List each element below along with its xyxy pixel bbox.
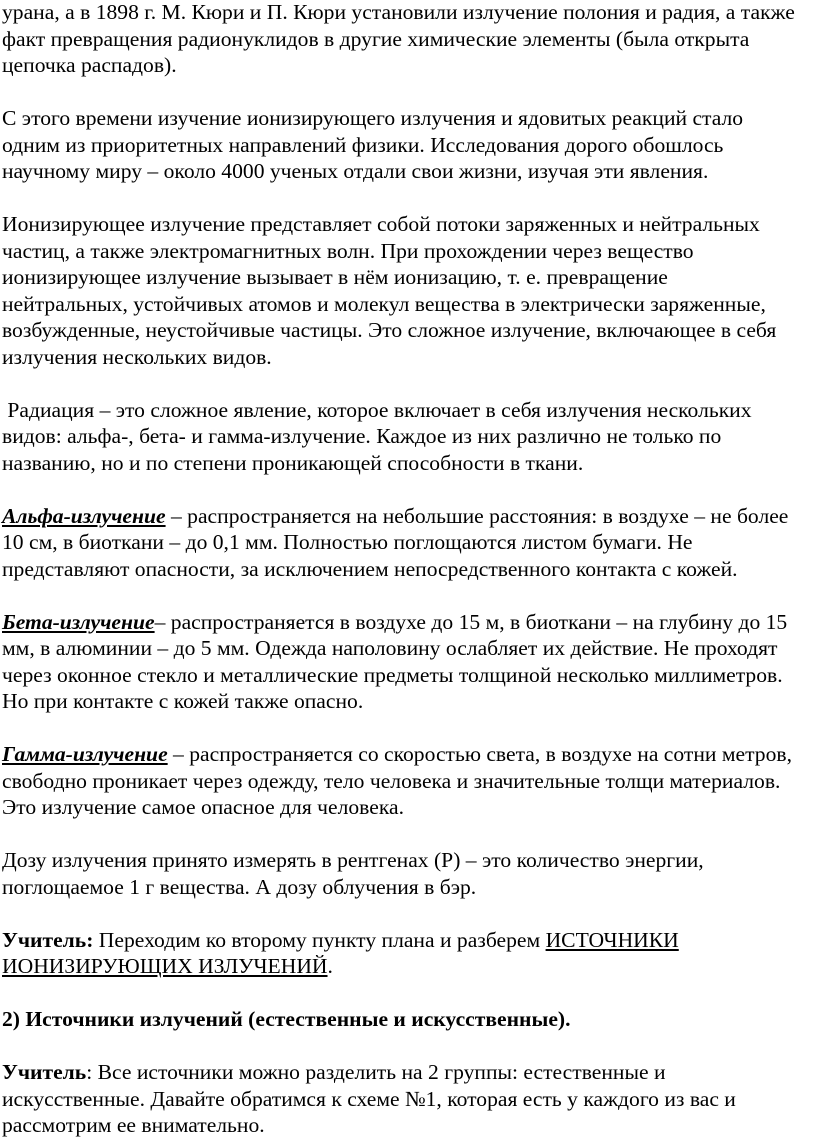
- paragraph-history: С этого времени изучение ионизирующего излучения и ядовитых реакций стало одним из приоритетных направлений физики. Исследования дорого обошлось научному миру – около 4000 ученых отдали свои жизни, изучая эти явления.: [2, 106, 744, 183]
- paragraph-radiation-types: Радиация – это сложное явление, которое включает в себя излучения нескольких видов: альфа-, бета- и гамма-излучение. Каждое из них различно не только по названию, но и по степени проникающей способности в ткани.: [2, 397, 757, 475]
- beta-term: Бета-излучение: [2, 609, 155, 634]
- paragraph-alpha: [2, 503, 798, 583]
- section-heading-sources: 2) Источники излучений (естественные и искусственные).: [2, 1007, 571, 1031]
- teacher-end: .: [327, 954, 333, 978]
- gamma-text: – распространяется со скоростью света, в воздухе на сотни метров, свободно проникает через одежду, тело человека и значительные толщи материалов. Это излучение самое опасное для человека.: [2, 742, 792, 819]
- paragraph-beta: [2, 609, 798, 715]
- paragraph-curie: урана, а в 1898 г. М. Кюри и П. Кюри установили излучение полония и радия, а также факт превращения радионуклидов в другие химические элементы (была открыта цепочка распадов).: [2, 0, 795, 77]
- beta-text: – распространяется в воздухе до 15 м, в биоткани – на глубину до 15 мм, в алюминии – до 5 мм. Одежда наполовину ослабляет их действие. Не проходят через оконное стекло и металлические предметы толщиной несколько миллиметров. Но при контакте с кожей также опасно.: [2, 609, 788, 713]
- alpha-term: Альфа-излучение: [2, 503, 166, 528]
- paragraph-dose: Дозу излучения принято измерять в рентгенах (Р) – это количество энергии, поглощаемое 1 г вещества. А дозу облучения в бэр.: [2, 848, 704, 899]
- teacher-label: Учитель:: [2, 927, 94, 952]
- gamma-term: Гамма-излучение: [2, 742, 168, 766]
- sources-link: ИСТОЧНИКИ ИОНИЗИРУЮЩИХ ИЗЛУЧЕНИЙ: [2, 927, 679, 978]
- paragraph-teacher-groups: [2, 1059, 798, 1139]
- teacher-label-2: Учитель: [2, 1060, 87, 1084]
- teacher-text-2: : Все источники можно разделить на 2 группы: естественные и искусственные. Давайте обратимся к схеме №1, которая есть у каждого из вас и рассмотрим ее внимательно.: [2, 1060, 736, 1137]
- alpha-text: – распространяется на небольшие расстояния: в воздухе – не более 10 см, в биоткани – до 0,1 мм. Полностью поглощаются листом бумаги. Не представляют опасности, за исключением непосредственного контакта с кожей.: [2, 503, 789, 581]
- paragraph-teacher-sources: [2, 927, 798, 980]
- paragraph-gamma: [2, 741, 798, 821]
- paragraph-ionizing-definition: Ионизирующее излучение представляет собой потоки заряженных и нейтральных частиц, а также электромагнитных волн. При прохождении через вещество ионизирующее излучение вызывает в нём ионизацию, т. е. превращение нейтральных, устойчивых атомов и молекул вещества в электрически заряженные, возбужденные, неустойчивые частицы. Это сложное излучение, включающее в себя излучения нескольких видов.: [2, 212, 777, 369]
- teacher-text: Переходим ко второму пункту плана и разберем: [93, 927, 546, 952]
